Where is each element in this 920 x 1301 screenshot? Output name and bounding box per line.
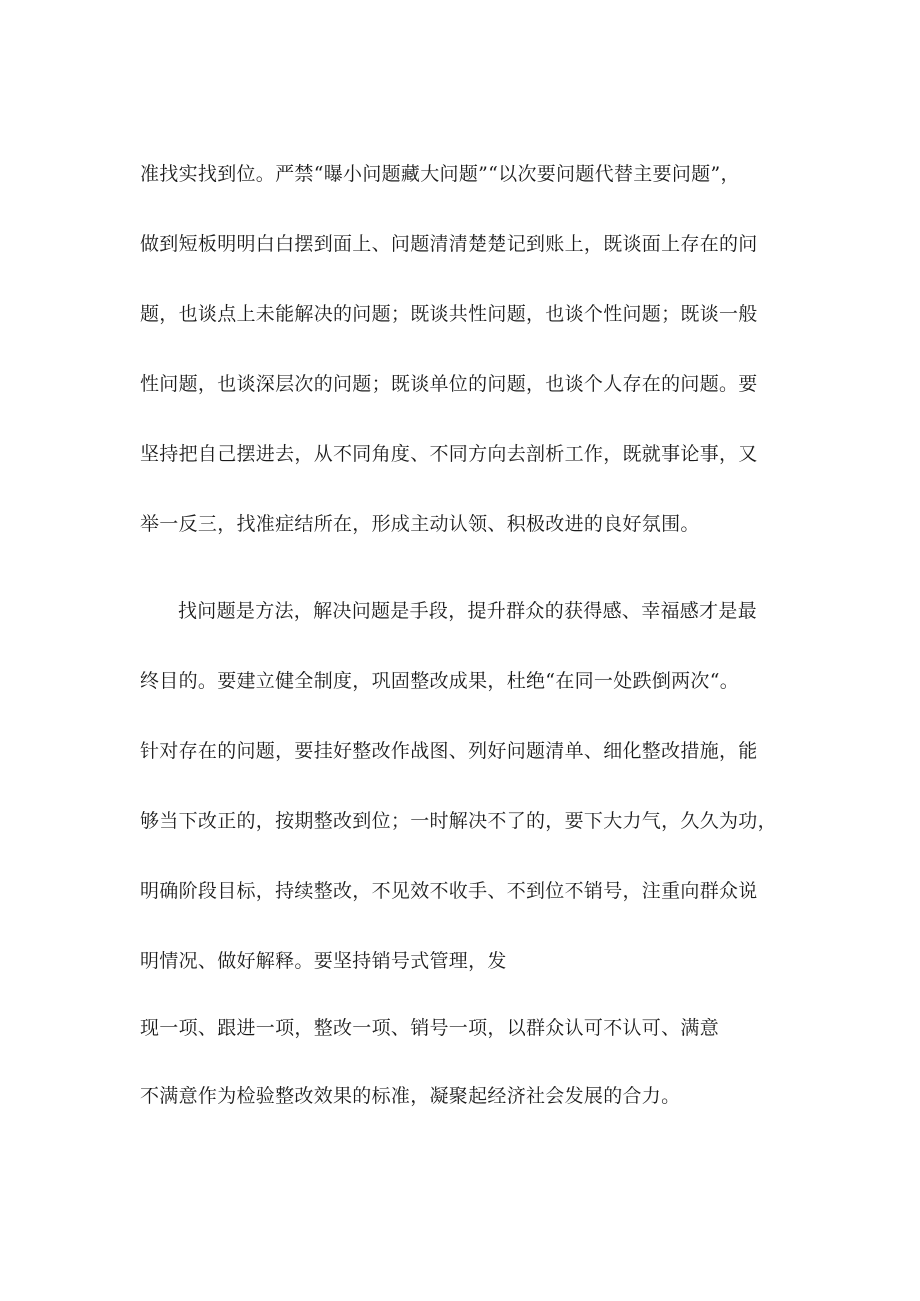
paragraph-2-line-1: 找问题是方法，解决问题是手段，提升群众的获得感、幸福感才是最 <box>178 600 758 622</box>
paragraph-2-line-4: 够当下改正的，按期整改到位；一时解决不了的，要下大力气，久久为功， <box>140 810 777 832</box>
paragraph-1-line-2: 做到短板明明白白摆到面上、问题清清楚楚记到账上，既谈面上存在的问 <box>140 233 758 255</box>
paragraph-2-line-2: 终目的。要建立健全制度，巩固整改成果，杜绝“在同一处跌倒两次“。 <box>140 670 740 692</box>
paragraph-1-line-6: 举一反三，找准症结所在，形成主动认领、积极改进的良好氛围。 <box>140 513 700 535</box>
paragraph-2-line-6: 明情况、做好解释。要坚持销号式管理，发 <box>140 950 507 972</box>
paragraph-2-line-3: 针对存在的问题，要挂好整改作战图、列好问题清单、细化整改措施，能 <box>140 740 758 762</box>
paragraph-1-line-4: 性问题，也谈深层次的问题；既谈单位的问题，也谈个人存在的问题。要 <box>140 373 758 395</box>
paragraph-1-line-5: 坚持把自己摆进去，从不同角度、不同方向去剖析工作，既就事论事，又 <box>140 443 758 465</box>
paragraph-1-line-3: 题，也谈点上未能解决的问题；既谈共性问题，也谈个性问题；既谈一般 <box>140 303 758 325</box>
paragraph-1-line-1: 准找实找到位。严禁“曝小问题藏大问题”“以次要问题代替主要问题”， <box>140 163 740 185</box>
paragraph-2-line-8: 不满意作为检验整改效果的标准，凝聚起经济社会发展的合力。 <box>140 1085 681 1107</box>
paragraph-2-line-7: 现一项、跟进一项，整改一项、销号一项，以群众认可不认可、满意 <box>140 1017 720 1039</box>
paragraph-2-line-5: 明确阶段目标，持续整改，不见效不收手、不到位不销号，注重向群众说 <box>140 880 758 902</box>
